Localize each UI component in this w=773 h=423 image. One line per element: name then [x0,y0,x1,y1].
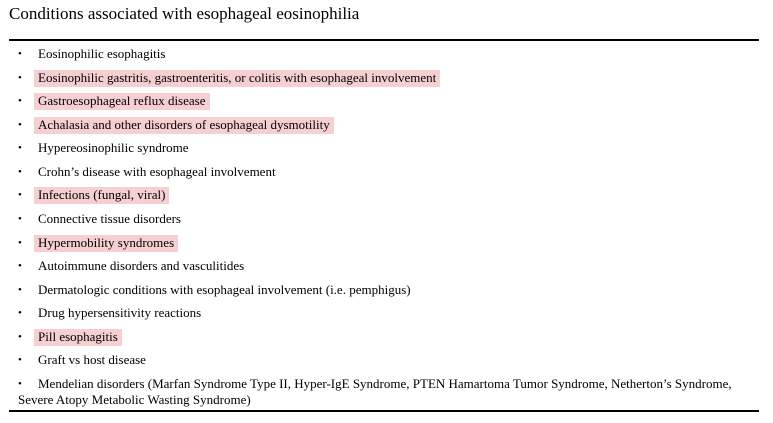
list-item-label: Infections (fungal, viral) [34,187,169,204]
bullet-icon: • [18,378,22,390]
list-item-label: Connective tissue disorders [38,211,181,226]
page-title: Conditions associated with esophageal eosinophilia [9,4,360,23]
list-item-label: Achalasia and other disorders of esophageal dysmotility [34,117,334,134]
bullet-icon: • [18,142,22,154]
bullet-icon: • [18,307,22,319]
top-rule [9,39,759,41]
bullet-icon: • [18,260,22,272]
list-item-label: Pill esophagitis [34,329,122,346]
list-item-label: Dermatologic conditions with esophageal involvement (i.e. pemphigus) [38,282,411,297]
list-item-label: Drug hypersensitivity reactions [38,305,202,320]
bullet-icon: • [18,237,22,249]
list-item-label: Gastroesophageal reflux disease [34,93,210,110]
list-item-label: Eosinophilic esophagitis [38,46,166,61]
bullet-icon: • [18,354,22,366]
bullet-icon: • [18,189,22,201]
list-item-label: Hypereosinophilic syndrome [38,140,189,155]
bullet-icon: • [18,72,22,84]
list-item-label: Crohn’s disease with esophageal involvement [38,164,276,179]
bullet-icon: • [18,166,22,178]
bullet-icon: • [18,48,22,60]
list-item-label: Graft vs host disease [38,352,146,367]
list-item-label: Mendelian disorders (Marfan Syndrome Type II, Hyper-IgE Syndrome, PTEN Hamartoma Tumor Syndrome, Netherton’s Syndrome, Severe Atopy Metabolic Wasting Syndrome) [18,376,732,407]
bullet-icon: • [18,284,22,296]
bullet-icon: • [18,213,22,225]
list-item-label: Hypermobility syndromes [34,235,178,252]
bottom-rule [9,410,759,412]
bullet-icon: • [18,331,22,343]
list-item-label: Eosinophilic gastritis, gastroenteritis, or colitis with esophageal involvement [34,70,440,87]
list-item-label: Autoimmune disorders and vasculitides [38,258,245,273]
bullet-icon: • [18,95,22,107]
bullet-icon: • [18,119,22,131]
